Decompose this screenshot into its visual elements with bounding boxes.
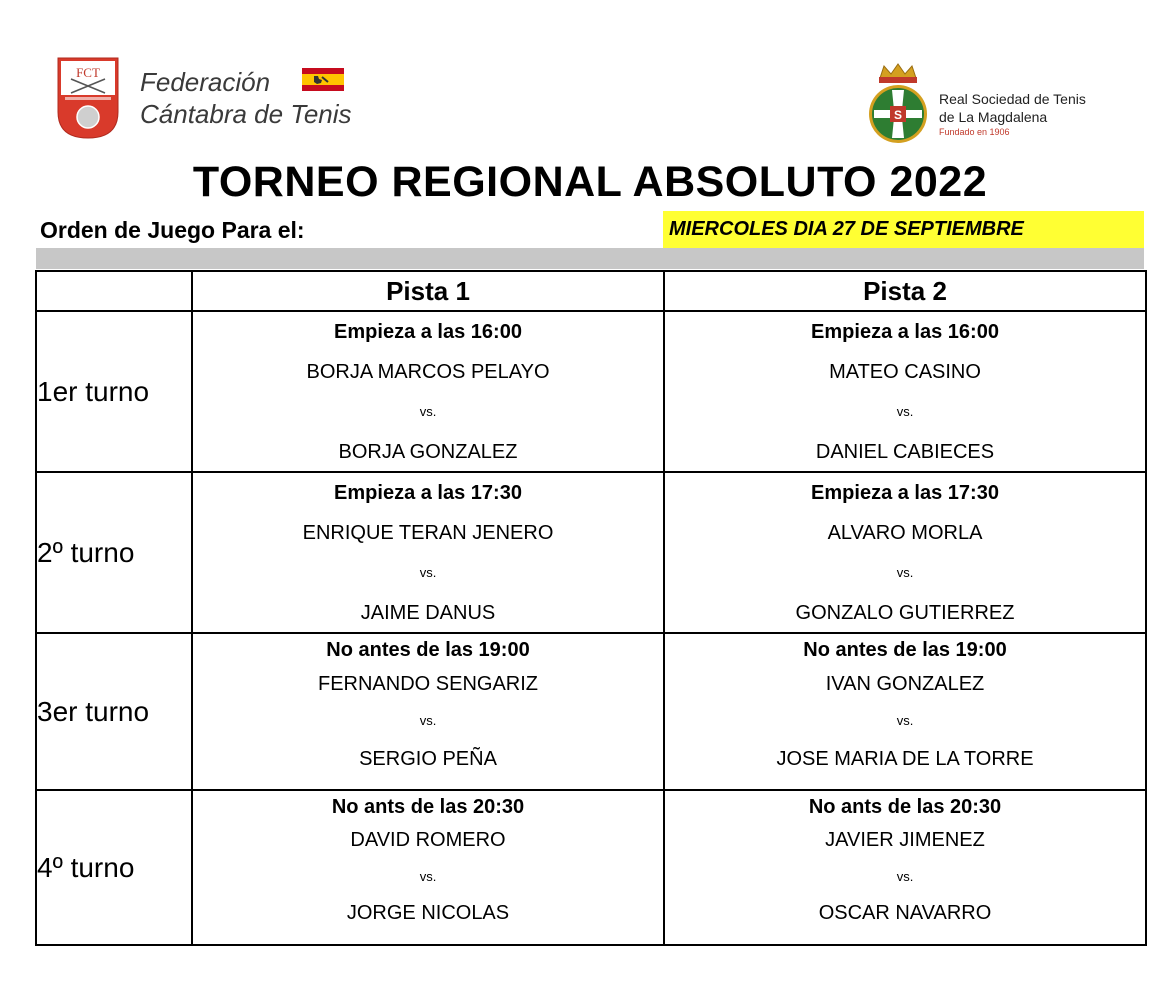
player-2: GONZALO GUTIERREZ — [795, 602, 1015, 624]
start-time: No ants de las 20:30 — [808, 796, 1002, 818]
match-cell — [664, 633, 1146, 790]
start-time: No antes de las 19:00 — [326, 639, 530, 661]
start-time: No antes de las 19:00 — [803, 639, 1007, 661]
column-pista-2: Pista 2 — [664, 271, 1146, 311]
player-2: JORGE NICOLAS — [346, 902, 510, 924]
player-1: IVAN GONZALEZ — [825, 673, 985, 695]
vs-label: vs. — [419, 869, 437, 884]
date-highlight — [663, 211, 1144, 248]
turno-label: 4º turno — [36, 790, 192, 945]
player-2: JOSE MARIA DE LA TORRE — [776, 748, 1034, 770]
match-cell — [192, 472, 664, 633]
player-1: JAVIER JIMENEZ — [825, 829, 985, 851]
column-pista-1: Pista 1 — [192, 271, 664, 311]
turno-label: 2º turno — [36, 472, 192, 633]
start-time: Empieza a las 16:00 — [334, 321, 522, 343]
turno-label: 1er turno — [36, 311, 192, 472]
orden-label: Orden de Juego Para el: — [40, 217, 305, 243]
rs-logo — [866, 60, 930, 144]
vs-label: vs. — [419, 565, 437, 580]
player-1: DAVID ROMERO — [350, 829, 506, 851]
table-row — [36, 472, 1146, 633]
player-1: FERNANDO SENGARIZ — [317, 673, 539, 695]
vs-label: vs. — [896, 869, 914, 884]
player-1: ENRIQUE TERAN JENERO — [302, 522, 554, 544]
spain-flag-icon — [302, 68, 344, 91]
header-empty — [36, 271, 192, 311]
vs-label: vs. — [896, 565, 914, 580]
start-time: No ants de las 20:30 — [331, 796, 525, 818]
rs-founded: Fundado en 1906 — [939, 127, 1010, 137]
fct-name-line2: Cántabra de Tenis — [140, 99, 352, 129]
table-header-row — [36, 271, 1146, 311]
rs-name-line2: de La Magdalena — [939, 109, 1048, 125]
start-time: Empieza a las 17:30 — [811, 482, 999, 504]
vs-label: vs. — [419, 713, 437, 728]
rs-name — [939, 90, 1086, 138]
schedule-table — [35, 270, 1147, 946]
match-cell — [192, 790, 664, 945]
start-time: Empieza a las 16:00 — [811, 321, 999, 343]
table-row — [36, 633, 1146, 790]
page-title: TORNEO REGIONAL ABSOLUTO 2022 — [192, 158, 988, 206]
date-text: MIERCOLES DIA 27 DE SEPTIEMBRE — [669, 218, 1024, 240]
vs-label: vs. — [896, 404, 914, 419]
match-cell — [192, 633, 664, 790]
player-1: BORJA MARCOS PELAYO — [306, 361, 550, 383]
turno-label: 3er turno — [36, 633, 192, 790]
vs-label: vs. — [419, 404, 437, 419]
player-2: OSCAR NAVARRO — [818, 902, 992, 924]
table-row — [36, 790, 1146, 945]
vs-label: vs. — [896, 713, 914, 728]
player-1: ALVARO MORLA — [827, 522, 983, 544]
match-cell — [664, 472, 1146, 633]
gray-divider — [36, 248, 1144, 269]
player-2: JAIME DANUS — [360, 602, 496, 624]
fct-logo-letters: FCT — [76, 65, 100, 80]
player-2: SERGIO PEÑA — [359, 748, 497, 770]
start-time: Empieza a las 17:30 — [334, 482, 522, 504]
match-cell — [664, 311, 1146, 472]
player-2: BORJA GONZALEZ — [338, 441, 518, 463]
match-cell — [192, 311, 664, 472]
player-2: DANIEL CABIECES — [815, 441, 995, 463]
player-1: MATEO CASINO — [829, 361, 981, 383]
rs-logo-letter: S — [893, 108, 903, 122]
match-cell — [664, 790, 1146, 945]
fct-logo — [57, 57, 119, 139]
table-row — [36, 311, 1146, 472]
rs-name-line1: Real Sociedad de Tenis — [939, 91, 1086, 107]
fct-name-line1: Federación — [140, 67, 271, 97]
